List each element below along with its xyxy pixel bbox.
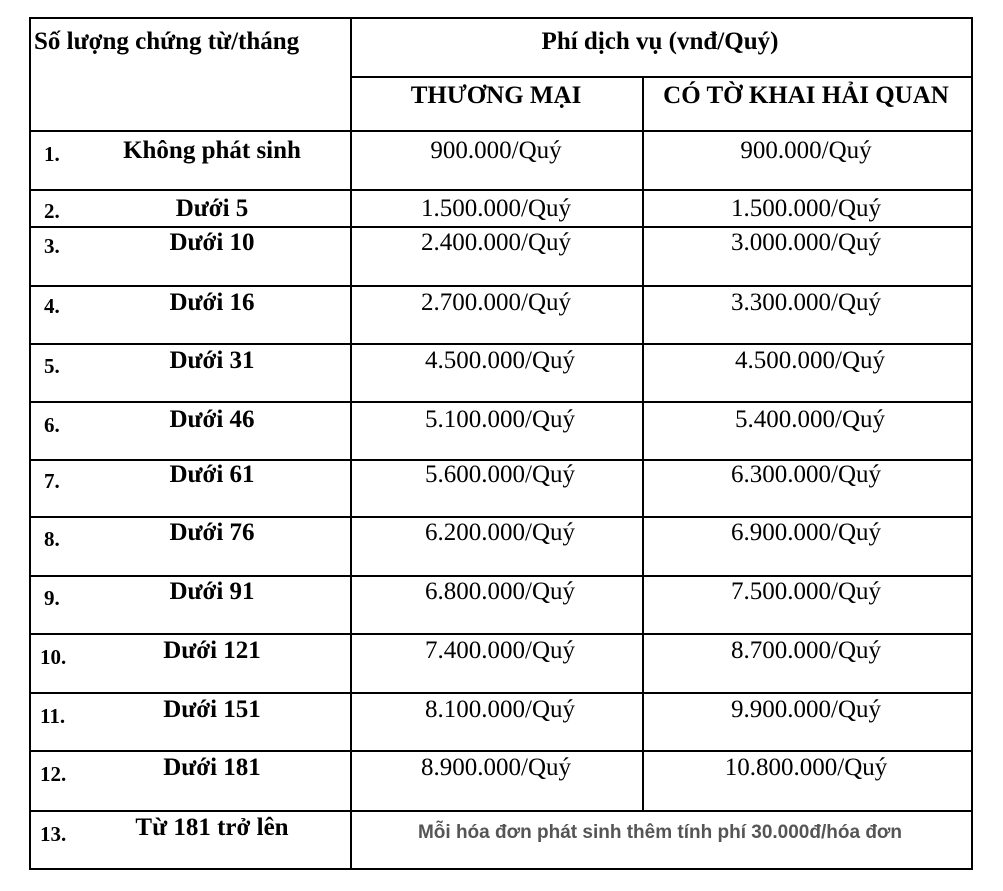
customs-fee: 6.900.000/Quý (731, 519, 881, 546)
row-divider (29, 575, 973, 577)
commercial-fee: 900.000/Quý (430, 137, 562, 164)
row-divider (29, 189, 973, 191)
customs-fee: 900.000/Quý (740, 137, 872, 164)
extra-invoice-fee-note: Mỗi hóa đơn phát sinh thêm tính phí 30.000đ/hóa đơn (417, 822, 903, 843)
commercial-fee: 1.500.000/Quý (421, 195, 571, 222)
customs-fee: 10.800.000/Quý (724, 754, 888, 781)
customs-fee: 1.500.000/Quý (731, 195, 881, 222)
row-number: 10. (40, 645, 67, 669)
row-number: 13. (40, 822, 67, 846)
commercial-fee: 6.800.000/Quý (425, 578, 575, 605)
commercial-fee: 8.900.000/Quý (421, 754, 571, 781)
row-label: Dưới 10 (169, 229, 255, 256)
customs-fee: 3.300.000/Quý (731, 289, 881, 316)
row-number: 7. (44, 469, 60, 493)
row-label: Dưới 16 (169, 289, 255, 316)
header-divider (350, 76, 973, 78)
table-border-bottom (29, 868, 973, 870)
row-number: 6. (44, 413, 60, 437)
customs-fee: 8.700.000/Quý (731, 637, 881, 664)
customs-fee: 7.500.000/Quý (731, 578, 881, 605)
col-divider-2 (642, 76, 644, 812)
table-border-top (29, 17, 973, 19)
row-divider (29, 401, 973, 403)
row-label: Dưới 181 (163, 754, 261, 781)
row-number: 3. (44, 234, 60, 258)
row-divider (29, 692, 973, 694)
row-divider (29, 810, 973, 812)
count-column-header: Số lượng chứng từ/tháng (34, 28, 300, 55)
row-label: Dưới 31 (169, 347, 255, 374)
customs-subheader: CÓ TỜ KHAI HẢI QUAN (663, 82, 949, 109)
commercial-fee: 6.200.000/Quý (425, 519, 575, 546)
table-border-right (971, 17, 973, 870)
row-label: Dưới 151 (163, 696, 261, 723)
row-divider (29, 285, 973, 287)
col-divider-1 (350, 17, 352, 870)
row-label: Dưới 5 (175, 195, 249, 222)
customs-fee: 6.300.000/Quý (731, 461, 881, 488)
row-number: 5. (44, 354, 60, 378)
row-divider (29, 343, 973, 345)
row-label: Không phát sinh (123, 137, 301, 164)
row-number: 4. (44, 294, 60, 318)
commercial-fee: 2.400.000/Quý (421, 229, 571, 256)
row-number: 12. (40, 762, 67, 786)
commercial-fee: 2.700.000/Quý (421, 289, 571, 316)
row-number: 11. (40, 704, 66, 728)
row-divider (29, 516, 973, 518)
row-label: Dưới 91 (169, 578, 255, 605)
row-label: Dưới 61 (169, 461, 255, 488)
row-number: 2. (44, 199, 60, 223)
row-label: Dưới 46 (169, 406, 255, 433)
commercial-subheader: THƯƠNG MẠI (410, 82, 582, 109)
commercial-fee: 8.100.000/Quý (425, 696, 575, 723)
row-number: 8. (44, 527, 60, 551)
commercial-fee: 5.600.000/Quý (425, 461, 575, 488)
customs-fee: 5.400.000/Quý (735, 406, 885, 433)
row-label: Từ 181 trở lên (135, 814, 289, 841)
row-divider (29, 130, 973, 132)
customs-fee: 3.000.000/Quý (731, 229, 881, 256)
row-number: 9. (44, 586, 60, 610)
commercial-fee: 4.500.000/Quý (425, 347, 575, 374)
row-label: Dưới 76 (169, 519, 255, 546)
commercial-fee: 5.100.000/Quý (425, 406, 575, 433)
row-label: Dưới 121 (163, 637, 261, 664)
customs-fee: 4.500.000/Quý (735, 347, 885, 374)
row-divider (29, 750, 973, 752)
row-divider (29, 633, 973, 635)
row-divider (29, 226, 973, 228)
table-border-left (29, 17, 31, 870)
fee-column-header: Phí dịch vụ (vnđ/Quý) (541, 28, 779, 55)
customs-fee: 9.900.000/Quý (731, 696, 881, 723)
commercial-fee: 7.400.000/Quý (425, 637, 575, 664)
row-number: 1. (44, 142, 60, 166)
